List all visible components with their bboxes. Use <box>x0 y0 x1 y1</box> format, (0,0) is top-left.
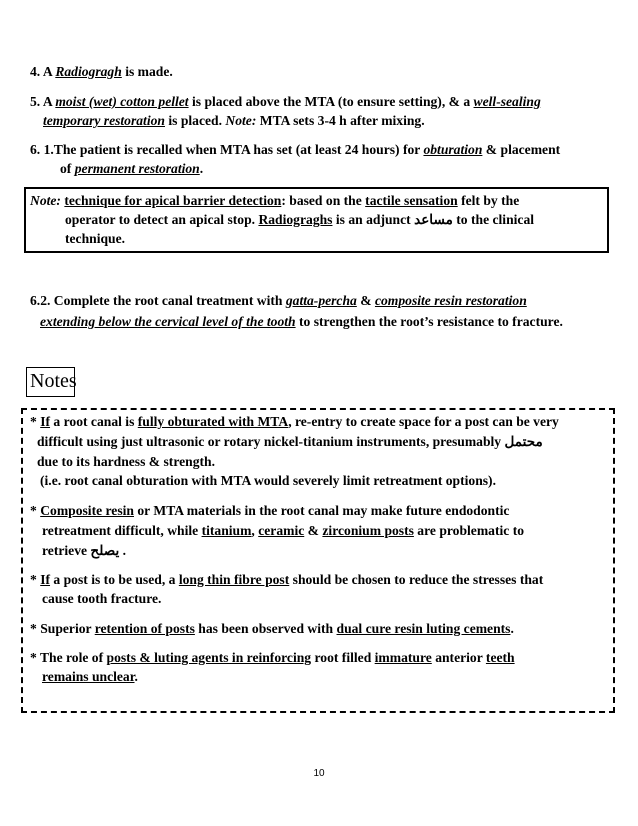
text: . <box>510 621 514 636</box>
text: technique. <box>65 231 126 246</box>
text: root filled <box>311 650 375 665</box>
text: Radiograghs <box>258 212 333 227</box>
text: permanent restoration <box>74 161 200 176</box>
text: 6.2. Complete the root canal treatment with <box>30 293 286 308</box>
text: (i.e. root canal obturation with MTA would severely limit retreatment options). <box>40 473 496 488</box>
text: well-sealing <box>473 94 541 109</box>
step-6-line-1 <box>30 142 560 158</box>
text: due to its hardness & strength. <box>37 454 215 469</box>
note-2-line-2 <box>42 523 524 539</box>
text: has been observed with <box>194 621 337 636</box>
text: immature <box>374 650 432 665</box>
step-5-line-1 <box>30 94 541 110</box>
step-6-2-line-2 <box>40 314 563 330</box>
text: Radiogragh <box>55 64 122 79</box>
text: gatta-percha <box>285 293 357 308</box>
text: fully obturated with MTA <box>137 414 289 429</box>
arabic-text: محتمل <box>504 434 543 449</box>
text: felt by the <box>457 193 520 208</box>
text: of <box>60 161 75 176</box>
note-5-line-2 <box>42 669 138 685</box>
text: titanium <box>201 523 252 538</box>
note-1-line-3 <box>37 454 215 470</box>
text: difficult using just ultrasonic or rotary nickel-titanium instruments, presumably <box>37 434 505 449</box>
text: 4. A <box>30 64 56 79</box>
text: * <box>30 414 41 429</box>
text: remains unclear <box>42 669 135 684</box>
text: composite resin restoration <box>374 293 527 308</box>
text: & placement <box>482 142 561 157</box>
text: moist (wet) cotton pellet <box>55 94 189 109</box>
text: Note: <box>30 193 61 208</box>
note-1-line-4 <box>40 473 496 489</box>
note-1-line-1 <box>30 414 559 430</box>
text: to the clinical <box>452 212 535 227</box>
step-6-2-line-1 <box>30 293 527 309</box>
text: posts & luting agents in reinforcing <box>106 650 312 665</box>
text: , re-entry to create space for a post can be very <box>288 414 559 429</box>
text: Composite resin <box>40 503 134 518</box>
text: is made. <box>121 64 173 79</box>
text: a root canal is <box>50 414 138 429</box>
text: is placed above the MTA (to ensure setting), & a <box>188 94 474 109</box>
text: * The role of <box>30 650 107 665</box>
note-1-line-2 <box>37 434 543 450</box>
text: & <box>304 523 323 538</box>
text: or MTA materials in the root canal may make future endodontic <box>133 503 510 518</box>
text: . <box>134 669 138 684</box>
text: retrieve <box>42 543 91 558</box>
text: long thin fibre post <box>178 572 290 587</box>
note-line-3 <box>65 231 125 247</box>
text: temporary restoration <box>43 113 165 128</box>
text: is placed. <box>164 113 226 128</box>
text: is an adjunct <box>332 212 415 227</box>
text: retreatment difficult, while <box>42 523 202 538</box>
text: * <box>30 572 41 587</box>
text: operator to detect an apical stop. <box>65 212 259 227</box>
text: retention of posts <box>94 621 195 636</box>
step-6-line-2 <box>60 161 203 177</box>
note-5-line-1 <box>30 650 515 666</box>
text: MTA sets 3-4 h after mixing. <box>256 113 425 128</box>
text: tactile sensation <box>365 193 458 208</box>
text: , <box>251 523 259 538</box>
text: anterior <box>431 650 486 665</box>
text: If <box>40 414 51 429</box>
text: obturation <box>423 142 483 157</box>
text: zirconium posts <box>322 523 414 538</box>
text: & <box>356 293 375 308</box>
text: to strengthen the root’s resistance to fracture. <box>295 314 563 329</box>
text: technique for apical barrier detection <box>64 193 282 208</box>
text: extending below the cervical level of the tooth <box>40 314 296 329</box>
text: dual cure resin luting cements <box>336 621 511 636</box>
note-2-line-1 <box>30 503 509 519</box>
text: cause tooth fracture. <box>42 591 162 606</box>
note-4-line-1 <box>30 621 514 637</box>
text: : based on the <box>281 193 366 208</box>
text: . <box>199 161 204 176</box>
note-2-line-3 <box>42 543 126 559</box>
page-number: 10 <box>313 768 325 779</box>
note-3-line-2 <box>42 591 161 607</box>
step-4 <box>30 64 173 80</box>
note-line-1 <box>30 193 519 209</box>
text: If <box>40 572 51 587</box>
text: . <box>119 543 127 558</box>
arabic-text: مساعد <box>414 212 453 227</box>
text: * Superior <box>30 621 95 636</box>
text: 6. 1.The patient is recalled when MTA has set (at least 24 hours) for <box>30 142 424 157</box>
note-3-line-1 <box>30 572 543 588</box>
step-5-line-2 <box>43 113 425 129</box>
text: * <box>30 503 41 518</box>
text: teeth <box>485 650 515 665</box>
note-line-2 <box>65 212 534 228</box>
text: 5. A <box>30 94 56 109</box>
text: ceramic <box>258 523 305 538</box>
arabic-text: يصلح <box>90 543 120 558</box>
notes-heading: Notes <box>26 367 75 397</box>
text: a post is to be used, a <box>50 572 179 587</box>
text: should be chosen to reduce the stresses that <box>289 572 544 587</box>
text: Note: <box>225 113 257 128</box>
text: are problematic to <box>413 523 525 538</box>
